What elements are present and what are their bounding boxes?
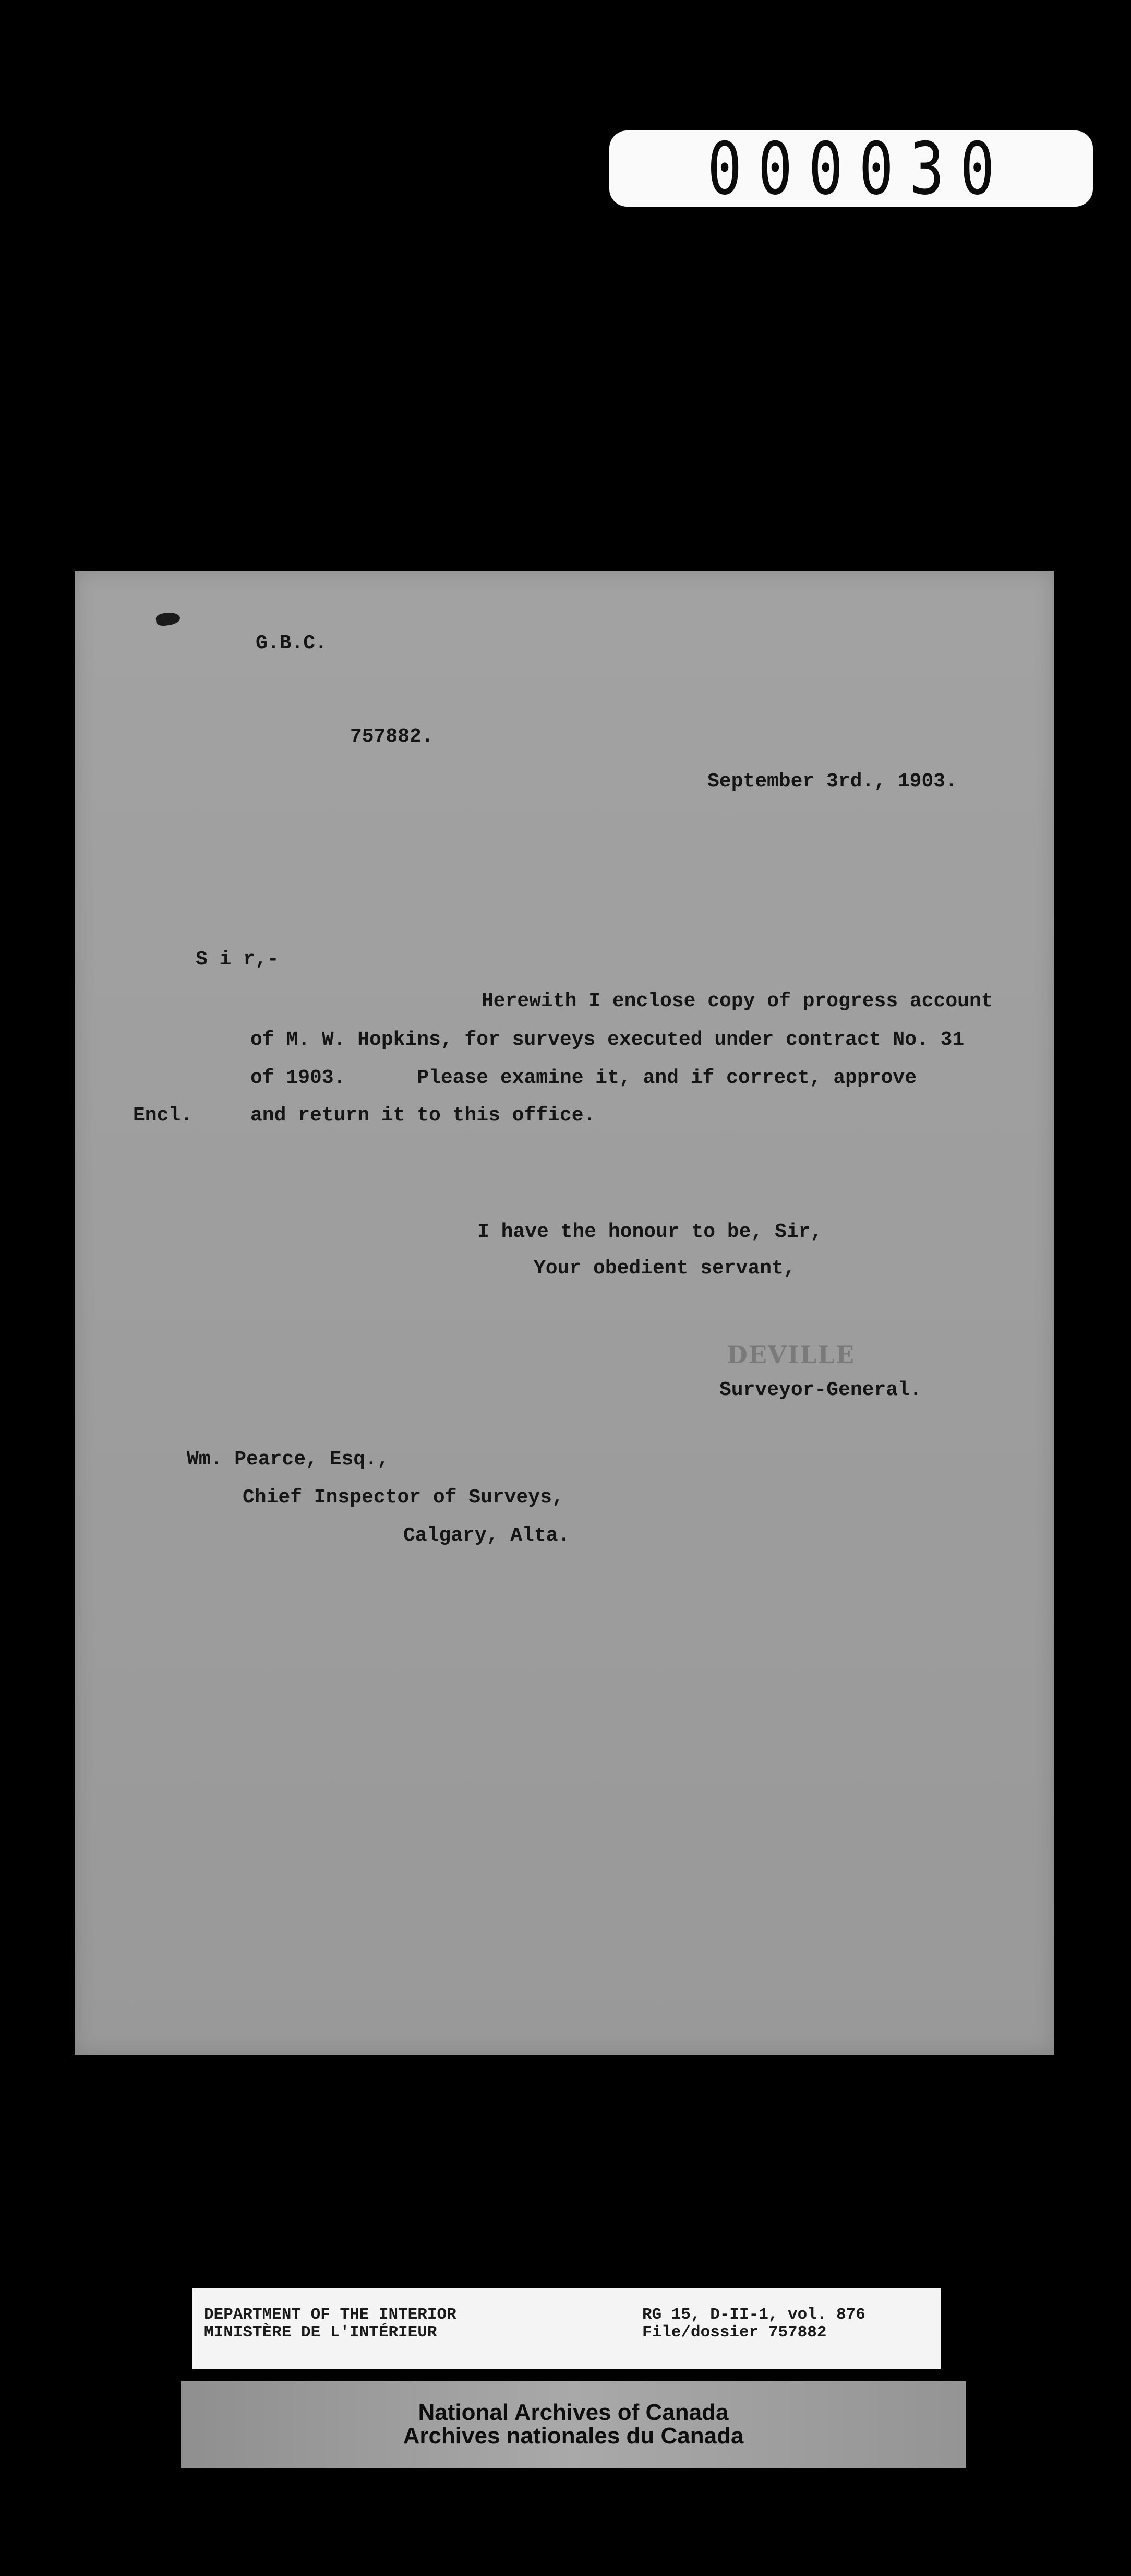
ink-smudge	[155, 611, 181, 627]
letter-page	[75, 571, 1054, 2055]
letter-closing-line: Your obedient servant,	[534, 1257, 796, 1280]
recipient-title: Chief Inspector of Surveys,	[243, 1486, 564, 1509]
letter-file-number: 757882.	[350, 725, 434, 748]
signature-stamp-text: DEVILLE	[727, 1341, 855, 1369]
recipient-name: Wm. Pearce, Esq.,	[187, 1448, 389, 1471]
archive-name-fr: Archives nationales du Canada	[403, 2423, 744, 2449]
archive-reference: RG 15, D-II-1, vol. 876	[642, 2306, 865, 2324]
letter-body-line: and return it to this office.	[250, 1104, 596, 1127]
letter-body-line: Herewith I enclose copy of progress account	[482, 990, 993, 1012]
archive-reference-label	[192, 2288, 941, 2369]
frame-number: 000030	[707, 126, 1011, 211]
letter-body-line: of M. W. Hopkins, for surveys executed under contract No. 31	[250, 1029, 965, 1051]
archive-name-en: National Archives of Canada	[418, 2400, 729, 2426]
department-name-fr: MINISTÈRE DE L'INTÉRIEUR	[204, 2323, 437, 2342]
recipient-location: Calgary, Alta.	[403, 1524, 570, 1547]
letter-initials: G.B.C.	[256, 632, 327, 654]
department-name-en: DEPARTMENT OF THE INTERIOR	[204, 2306, 456, 2324]
signature-stamp	[727, 1341, 855, 1369]
archive-banner	[181, 2381, 966, 2468]
letter-closing-line: I have the honour to be, Sir,	[477, 1221, 823, 1243]
letter-body-line: of 1903. Please examine it, and if correct, approve	[250, 1067, 917, 1089]
archive-file-number: File/dossier 757882	[642, 2323, 827, 2342]
signatory-title: Surveyor-General.	[719, 1379, 922, 1401]
letter-date: September 3rd., 1903.	[707, 770, 957, 793]
letter-margin-note: Encl.	[133, 1104, 193, 1127]
frame-number-counter	[609, 126, 1093, 211]
letter-salutation: S i r,-	[196, 948, 279, 971]
